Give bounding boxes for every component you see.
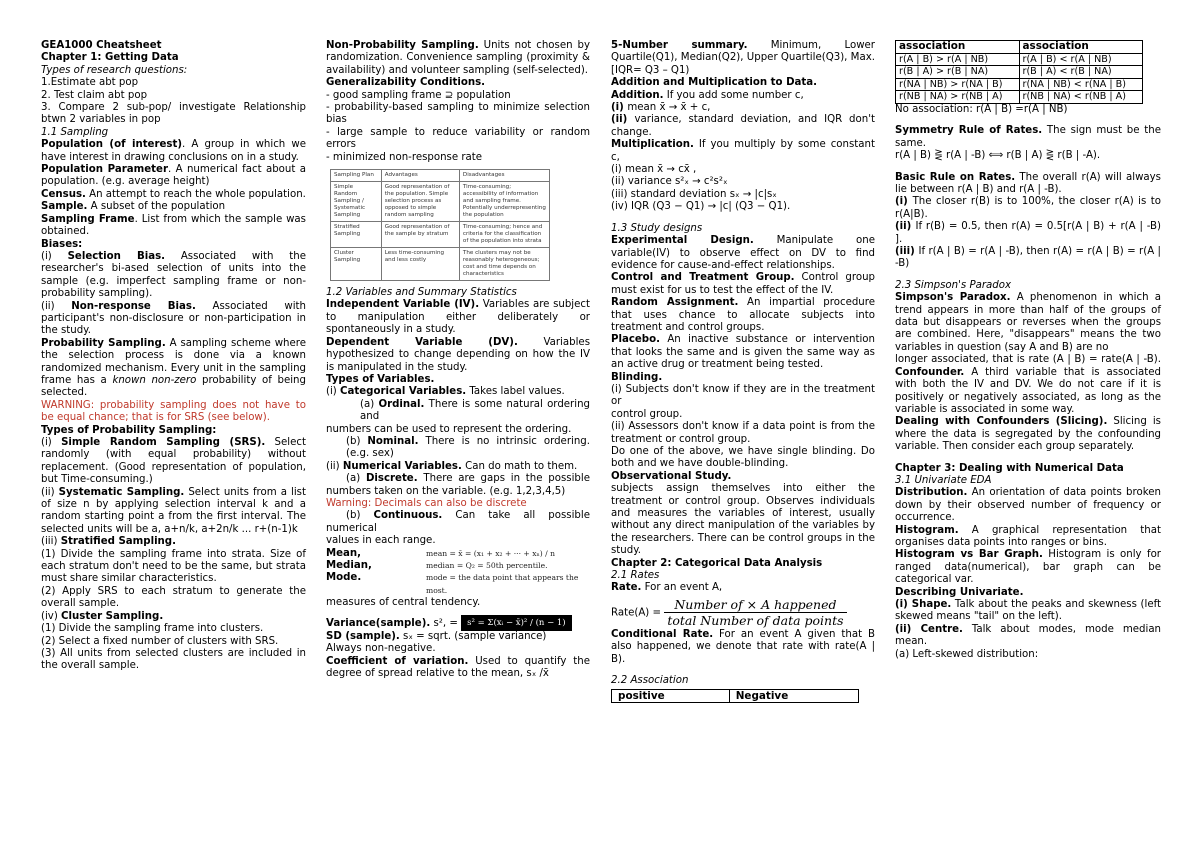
generalizability-heading: Generalizability Conditions.	[326, 77, 486, 89]
table-cell: Stratified Sampling	[331, 222, 382, 248]
table-cell: Time-consuming; accessibility of information and sampling frame. Potentially underrepresenting the population	[459, 182, 549, 222]
emphasis: known non-zero	[112, 374, 197, 386]
nominal-def	[326, 436, 590, 461]
num: (i)	[895, 599, 912, 610]
mean-label: Mean,	[326, 547, 362, 559]
cluster-step-2: (2) Select a fixed number of clusters with SRS.	[41, 635, 279, 647]
random-assign-def	[611, 297, 875, 334]
definition: Select randomly (with equal probability) without replacement. (Good representation of population, but Time-consuming.)	[41, 437, 306, 486]
placebo-def	[611, 334, 875, 371]
column-3	[611, 40, 875, 703]
table-cell: The clusters may not be reasonably heterogeneous; cost and time depends on characteristics	[459, 248, 549, 281]
table-cell: Simple Random Sampling / Systematic Sampling	[331, 182, 382, 222]
central-tendency-note: measures of central tendency.	[326, 597, 481, 609]
definition: An inactive substance or intervention that looks the same and is given the same way as an active drug or treatment being tested.	[611, 334, 875, 371]
definition: A graphical representation that organises data points into ranges or bins.	[895, 524, 1161, 548]
definition: longer associated, that is rate (A | B) = rate(A | -B).	[895, 354, 1161, 366]
term: Continuous.	[373, 510, 443, 522]
definition: Manipulate one variable(IV) to observe effect on DV to find evidence for cause-and-effect relationships.	[611, 235, 875, 271]
conditional-rate-def	[611, 629, 875, 666]
mean-formula: mean = x̄ = (x₁ + x₂ + ··· + xₙ) / n	[426, 548, 556, 558]
table-row	[331, 182, 550, 222]
num: (ii)	[41, 300, 72, 312]
systematic-def	[41, 487, 306, 537]
section-3-1: 3.1 Univariate EDA	[895, 474, 992, 486]
num: (i)	[326, 386, 341, 398]
discrete-def	[326, 473, 590, 498]
simpsons-def-2	[895, 354, 1161, 416]
blinding-heading: Blinding.	[611, 371, 663, 383]
symmetry-formula: r(A | B) ⋛ r(A | -B) ⟺ r(B | A) ⋛ r(B | -A).	[895, 150, 1101, 162]
observational-heading: Observational Study.	[611, 470, 732, 482]
definition: A subset of the population	[87, 201, 226, 213]
definition: The overall r(A) will always lie between r(A | B) and r(A | -B).	[895, 171, 1161, 195]
term: Ordinal.	[378, 398, 425, 410]
term: Basic Rule on Rates.	[895, 171, 1016, 183]
sd-def	[326, 631, 590, 643]
mode-formula: mode = the data point that appears the most.	[426, 573, 579, 595]
term: Simpson's Paradox.	[895, 292, 1011, 304]
experimental-def	[611, 235, 875, 272]
ordinal-def-2: numbers can be used to represent the ordering.	[326, 423, 572, 435]
definition: Talk about the peaks and skewness (left skewed means "tail" on the left).	[895, 599, 1161, 623]
term: Random Assignment.	[611, 297, 739, 309]
term: Nominal.	[367, 435, 419, 447]
chapter-2-heading: Chapter 2: Categorical Data Analysis	[611, 557, 823, 569]
rate-numerator: Number of × A happened	[664, 597, 846, 613]
definition: Variables are subject to manipulation either deliberately or spontaneously in a study.	[326, 299, 590, 336]
definition: sₓ = sqrt. (sample variance)	[399, 631, 547, 643]
question-1: 1.Estimate abt pop	[41, 77, 139, 89]
num: (ii)	[326, 460, 343, 472]
section-1-2: 1.2 Variables and Summary Statistics	[326, 287, 517, 299]
table-cell: r(NB | NA) > r(NB | A)	[896, 91, 1020, 104]
definition: Can take all possible numerical	[326, 510, 590, 534]
num: (ii)	[895, 623, 921, 635]
table-row	[896, 78, 1143, 91]
section-2-1: 2.1 Rates	[611, 570, 660, 582]
definition: For an event A,	[641, 582, 723, 594]
num: (i)	[895, 196, 913, 208]
srs-def	[41, 437, 306, 487]
distribution-def	[895, 487, 1161, 524]
addition-def	[611, 90, 875, 102]
table-cell: Cluster Sampling	[331, 248, 382, 281]
blinding-2: (ii) Assessors don't know if a data point is from the treatment or control group.	[611, 421, 875, 445]
table-header: Sampling Plan	[331, 170, 382, 182]
num: (ii)	[41, 486, 59, 498]
term: Cluster Sampling.	[61, 610, 164, 622]
types-prob-heading: Types of Probability Sampling:	[41, 424, 217, 436]
nonresponse-bias	[41, 301, 306, 338]
definition: A third variable that is associated with both the IV and DV. We do not care if it is positively or negatively associated, as long as the variable is associated in some way.	[895, 366, 1161, 415]
term: Numerical Variables.	[342, 460, 462, 472]
sheet-title: GEA1000 Cheatsheet	[41, 40, 162, 51]
central-tendency-block	[326, 548, 590, 598]
population-def	[41, 139, 306, 164]
term: Dealing with Confounders (Slicing).	[895, 416, 1108, 428]
term: Histogram.	[895, 524, 959, 536]
mult-4: (iv) IQR (Q3 − Q1) → |c| (Q3 − Q1).	[611, 201, 791, 213]
term: Addition.	[611, 89, 664, 101]
term: 5-Number summary.	[611, 40, 748, 51]
numerical-def	[326, 461, 590, 473]
rate-formula	[611, 597, 875, 628]
mode-label: Mode.	[326, 572, 362, 584]
definition: Minimum, Lower Quartile(Q1), Median(Q2), Upper Quartile(Q3), Max. [IQR= Q3 – Q1)	[611, 40, 875, 76]
probability-sampling	[41, 338, 306, 400]
num: (iv)	[41, 610, 62, 622]
term: Control and Treatment Group.	[611, 272, 795, 284]
term: Probability Sampling.	[41, 337, 166, 349]
definition: Control group must exist for us to test the effect of the IV.	[611, 272, 875, 296]
variance-def	[326, 615, 590, 631]
definition: Used to quantify the degree of spread relative to the mean, sₓ /x̄	[326, 655, 590, 680]
blinding-1: (i) Subjects don't know if they are in the treatment or	[611, 383, 875, 408]
table-header: Disadvantages	[459, 170, 549, 182]
term: Shape.	[911, 599, 952, 610]
positive-header: positive	[612, 689, 730, 702]
continuous-def-2: values in each range.	[326, 535, 436, 547]
iv-def	[326, 299, 590, 336]
mult-1: (i) mean x̄ → cx̄ ,	[611, 164, 697, 176]
table-cell: r(B | A) > r(B | NA)	[896, 66, 1020, 79]
definition: For an event A given that B also happened, we denote that rate with rate(A | B).	[611, 628, 875, 665]
definition: . A group in which we have interest in drawing conclusions on in a study.	[41, 139, 306, 163]
definition: Associated with participant's non-disclosure or non-participation in the study.	[41, 300, 306, 337]
gen-cond-3: - large sample to reduce variability or random errors	[326, 126, 590, 151]
cluster-step-3: (3) All units from selected clusters are included in the overall sample.	[41, 647, 306, 672]
rate-def	[611, 582, 875, 594]
term: Categorical Variables.	[340, 386, 467, 398]
section-2-2: 2.2 Association	[611, 675, 689, 687]
variance-formula: s² = Σ(xᵢ − x̄)² / (n − 1)	[461, 615, 571, 631]
table-header: association	[896, 41, 1020, 54]
definition: Associated with the researcher's bi-ased selection of units into the sample (e.g. imperfect sampling frame or non-probability sampling).	[41, 250, 306, 300]
warning-prob: WARNING: probability sampling does not have to be equal chance; that is for SRS (see below).	[41, 399, 306, 424]
categorical-def	[326, 386, 590, 398]
dv-def	[326, 337, 590, 374]
table-cell: r(NA | NB) < r(NA | B)	[1019, 78, 1143, 91]
num: (ii)	[611, 114, 635, 126]
question-2: 2. Test claim abt pop	[41, 89, 148, 101]
basic-rule-1	[895, 196, 1161, 221]
addition-1	[611, 102, 875, 114]
definition: Slicing is where the data is segregated by the confounding variable. Then consider each group separately.	[895, 416, 1161, 453]
term: Non-response Bias.	[71, 300, 196, 312]
term: Selection Bias.	[67, 250, 166, 262]
table-row	[331, 222, 550, 248]
term: Coefficient of variation.	[326, 655, 469, 667]
add-mult-heading: Addition and Multiplication to Data.	[611, 77, 818, 89]
term: Variance(sample).	[326, 617, 431, 629]
ordinal-def	[326, 399, 590, 424]
symbol: s², =	[430, 617, 458, 629]
table-cell: r(A | B) < r(A | NB)	[1019, 53, 1143, 66]
basic-rule-2	[895, 221, 1161, 246]
definition: If you add some number c,	[663, 89, 804, 101]
num: (iii)	[41, 536, 61, 548]
definition: There is no intrinsic ordering. (e.g. sex)	[346, 435, 591, 460]
definition: probability of being selected.	[41, 374, 306, 399]
term: Experimental Design.	[611, 235, 754, 247]
rate-lhs: Rate(A) =	[611, 607, 662, 619]
types-questions-heading: Types of research questions:	[41, 64, 188, 76]
mult-2: (ii) variance s²ₓ → c²s²ₓ	[611, 176, 728, 188]
num: (i)	[41, 437, 62, 448]
addition-2	[611, 114, 875, 139]
definition: If you multiply by some constant c,	[611, 139, 875, 163]
continuous-def	[326, 510, 590, 535]
table-cell: r(A | B) > r(A | NB)	[896, 53, 1020, 66]
definition: variance, standard deviation, and IQR don't change.	[611, 114, 876, 138]
cluster-heading	[41, 611, 306, 623]
sd-note: Always non-negative.	[326, 643, 436, 655]
term: SD (sample).	[326, 631, 400, 643]
no-association: No association: r(A | B) =r(A | NB)	[895, 103, 1068, 115]
num: (b)	[346, 435, 368, 447]
median-label: Median,	[326, 560, 372, 571]
definition: Takes label values.	[466, 386, 565, 398]
table-cell: r(NA | NB) > r(NA | B)	[896, 78, 1020, 91]
mult-3: (iii) standard deviation sₓ → |c|sₓ	[611, 188, 777, 200]
definition: Talk about modes, mode median mean.	[895, 623, 1162, 648]
multiplication-def	[611, 139, 875, 164]
definition: . List from which the sample was obtained.	[41, 213, 306, 238]
basic-rule	[895, 172, 1161, 197]
table-cell: r(NB | NA) < r(NB | A)	[1019, 91, 1143, 104]
association-table	[895, 40, 1143, 104]
table-cell: Good representation of the population. Simple selection process as opposed to simple random sampling	[381, 182, 459, 222]
blinding-1b: control group.	[611, 408, 683, 420]
num: (a)	[346, 473, 366, 485]
table-header: Advantages	[381, 170, 459, 182]
term: Non-Probability Sampling.	[326, 40, 479, 51]
mmm-formulas	[426, 548, 590, 598]
term: Population Parameter	[41, 164, 168, 176]
term: Independent Variable (IV).	[326, 299, 480, 311]
table-cell: Time-consuming; hence and criteria for the classification of the population into strata	[459, 222, 549, 248]
five-number	[611, 40, 875, 77]
chapter-3-heading: Chapter 3: Dealing with Numerical Data	[895, 462, 1124, 474]
definition: Units not chosen by randomization. Convenience sampling (proximity & availability) and volunteer sampling (self-selected).	[326, 40, 590, 76]
question-3: 3. Compare 2 sub-pop/ investigate Relationship btwn 2 variables in pop	[41, 102, 306, 126]
term: Multiplication.	[611, 139, 694, 151]
confounders-def	[895, 416, 1161, 453]
term: Histogram vs Bar Graph.	[895, 549, 1043, 561]
term: Discrete.	[365, 473, 418, 485]
definition: Select units from a list of size n by applying selection interval k and a random starting point a from the first interval. The selected units will be a, a+n/k, a+2n/k ... r+(n-1)k	[41, 486, 306, 535]
term: Centre.	[920, 623, 963, 635]
symmetry-rule	[895, 125, 1161, 150]
term: Census.	[41, 188, 86, 200]
definition: An attempt to reach the whole population.	[85, 188, 306, 200]
num: (b)	[346, 510, 374, 522]
section-1-1: 1.1 Sampling	[41, 126, 109, 138]
cv-def	[326, 656, 590, 681]
column-4	[895, 40, 1161, 661]
definition: If r(A | B) = r(A | -B), then r(A) = r(A | B) = r(A | -B)	[895, 246, 1161, 270]
centre-def	[895, 624, 1161, 649]
stratified-heading	[41, 536, 306, 548]
stratified-step-2: (2) Apply SRS to each stratum to generate the overall sample.	[41, 585, 306, 610]
section-1-3: 1.3 Study designs	[611, 222, 703, 234]
gen-cond-1: - good sampling frame ⊇ population	[326, 89, 511, 101]
definition: A phenomenon in which a trend appears in more than half of the groups of data but disappears or reverses when the groups are combined. Here, "disappears" means the two variables in question (say A and B) are no	[895, 292, 1161, 353]
negative-header: Negative	[729, 689, 858, 702]
table-row	[896, 66, 1143, 79]
sampling-plan-table	[330, 169, 550, 281]
shape-def	[895, 599, 1161, 624]
column-2	[326, 40, 590, 681]
definition: If r(B) = 0.5, then r(A) = 0.5[r(A | B) + r(A | -B) ].	[895, 221, 1161, 245]
definition: The sign must be the same.	[895, 125, 1161, 149]
left-skewed-note: (a) Left-skewed distribution:	[895, 648, 1039, 660]
basic-rule-3	[895, 246, 1161, 271]
cluster-step-1: (1) Divide the sampling frame into clusters.	[41, 623, 264, 635]
num: (a)	[360, 398, 379, 410]
definition: An impartial procedure that uses chance to allocate subjects into treatment and control groups.	[611, 297, 875, 333]
table-row	[896, 53, 1143, 66]
describing-univariate-heading: Describing Univariate.	[895, 586, 1024, 598]
table-cell: r(B | A) < r(B | NA)	[1019, 66, 1143, 79]
hist-vs-bar-def	[895, 549, 1161, 586]
table-cell: Good representation of the sample by stratum	[381, 222, 459, 248]
observational-def: subjects assign themselves into either the treatment or control group. Observes individuals and measures the variables of interest, usually without any direct manipulation of the variables by the researchers. There can be control groups in the study.	[611, 483, 875, 557]
chapter-1-heading: Chapter 1: Getting Data	[41, 52, 179, 64]
types-variables-heading: Types of Variables.	[326, 373, 435, 385]
median-formula: median = Q₂ = 50th percentile.	[426, 561, 548, 570]
term: Sampling Frame	[41, 213, 135, 225]
definition: The closer r(B) is to 100%, the closer r(A) is to r(A|B).	[895, 196, 1161, 220]
section-2-3: 2.3 Simpson's Paradox	[895, 279, 1012, 291]
stratified-step-1: (1) Divide the sampling frame into strata. Size of each stratum don't need to be the same, but strata must share similar characteristics.	[41, 548, 306, 585]
sample-def	[41, 201, 306, 213]
term: Confounder.	[895, 366, 965, 378]
column-1	[41, 40, 306, 673]
rate-fraction	[664, 597, 846, 628]
selection-bias	[41, 251, 306, 301]
census-def	[41, 189, 306, 201]
definition: An orientation of data points broken down by their observed number of frequency or occurrence.	[895, 487, 1161, 524]
control-def	[611, 272, 875, 297]
definition: There are gaps in the possible numbers taken on the variable. (e.g. 1,2,3,4,5)	[326, 473, 590, 497]
term: Simple Random Sampling (SRS).	[61, 437, 266, 448]
gen-cond-2: - probability-based sampling to minimize selection bias	[326, 102, 590, 126]
rate-denominator: total Number of data points	[667, 612, 844, 628]
nonprob-def	[326, 40, 590, 77]
definition: A sampling scheme where the selection process is done via a known randomized mechanism. Every unit in the sampling frame has a	[41, 337, 306, 386]
definition: Histogram is only for ranged data(numerical), bar graph can be categorical var.	[895, 549, 1161, 586]
simpsons-def	[895, 292, 1161, 354]
term: Distribution.	[895, 487, 968, 499]
term: Conditional Rate.	[611, 628, 714, 640]
term: Rate.	[611, 582, 642, 594]
table-row	[331, 248, 550, 281]
definition: Variables hypothesized to change depending on how the IV is manipulated in the study.	[326, 336, 591, 373]
num: (i)	[41, 250, 68, 262]
definition: There is some natural ordering and	[360, 398, 590, 423]
gen-cond-4: - minimized non-response rate	[326, 151, 483, 163]
table-cell: Less time-consuming and less costly	[381, 248, 459, 281]
definition: . A numerical fact about a population. (e.g. average height)	[41, 164, 306, 188]
parameter-def	[41, 164, 306, 189]
blinding-3: Do one of the above, we have single blinding. Do both and we have double-blinding.	[611, 446, 875, 470]
warning-decimals: Warning: Decimals can also be discrete	[326, 497, 527, 509]
num: (ii)	[895, 221, 916, 233]
histogram-def	[895, 525, 1161, 550]
term: Population (of interest)	[41, 139, 182, 151]
term: Dependent Variable (DV).	[326, 336, 518, 348]
num: (iii)	[895, 246, 919, 258]
term: Symmetry Rule of Rates.	[895, 125, 1043, 137]
definition: mean x̄ → x̄ + c,	[627, 102, 711, 114]
definition: Can do math to them.	[461, 460, 578, 472]
term: Sample.	[41, 201, 88, 213]
term: Placebo.	[611, 334, 660, 346]
mmm-labels	[326, 548, 426, 598]
term: Systematic Sampling.	[58, 486, 185, 498]
table-row	[896, 91, 1143, 104]
biases-heading: Biases:	[41, 238, 83, 250]
num: (i)	[611, 102, 628, 114]
association-header-table	[611, 689, 859, 703]
table-header: association	[1019, 41, 1143, 54]
term: Stratified Sampling.	[60, 536, 176, 548]
frame-def	[41, 214, 306, 239]
